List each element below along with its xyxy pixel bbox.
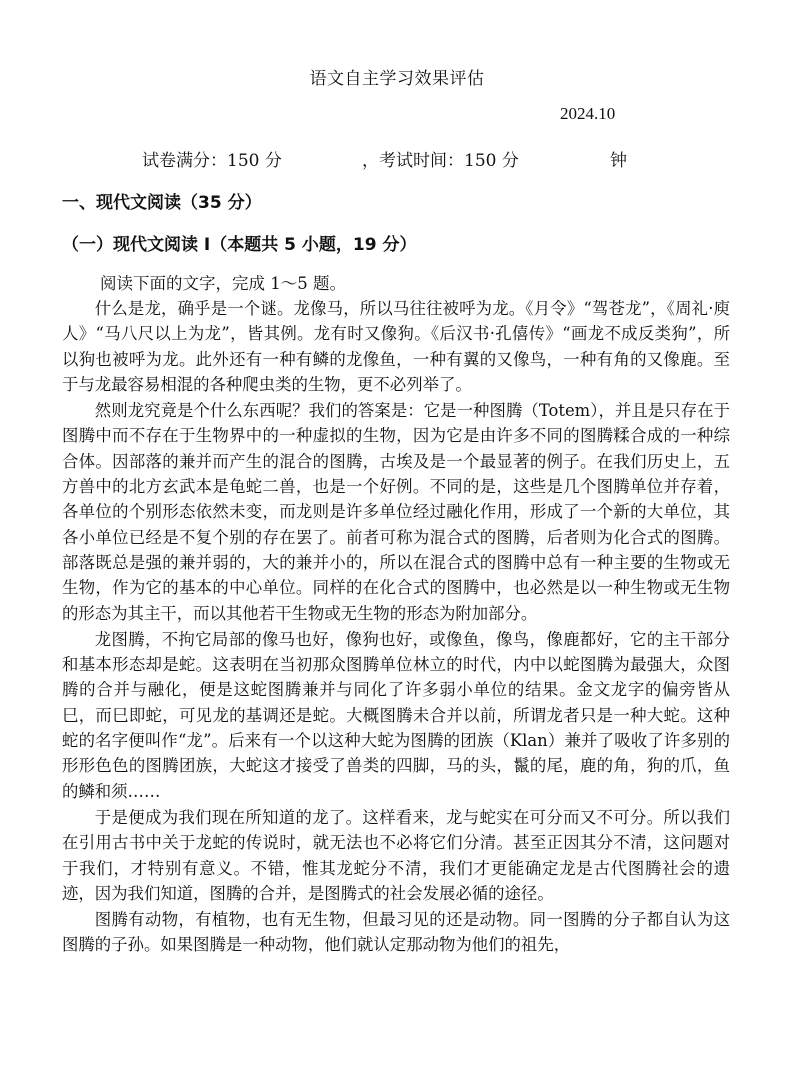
passage-paragraph-4: 于是便成为我们现在所知道的龙了。这样看来，龙与蛇实在可分而又不可分。所以我们在引用古书中关于龙蛇的传说时，就无法也不必将它们分清。甚至正因其分不清，这问题对于我们，才特别有意义。不错，惟其龙蛇分不清，我们才更能确定龙是古代图腾社会的遗迹，因为我们知道，图腾的合并，是图腾式的社会发展必循的途径。 (62, 807, 730, 903)
reading-passage (62, 296, 730, 959)
reading-instruction: 阅读下面的文字，完成 1～5 题。 (100, 274, 346, 293)
exam-info (142, 146, 627, 171)
exam-date: 2024.10 (560, 104, 616, 123)
passage-paragraph-1: 什么是龙，确乎是一个谜。龙像马，所以马往往被呼为龙。《月令》“驾苍龙”，《周礼·庾人》“马八尺以上为龙”，皆其例。龙有时又像狗。《后汉书·孔僖传》“画龙不成反类狗”，所以狗也被呼为龙。此外还有一种有鳞的龙像鱼，一种有翼的又像鸟，一种有角的又像鹿。至于与龙最容易相混的各种爬虫类的生物，更不必列举了。 (62, 299, 730, 394)
full-score-label: 试卷满分：150 分 (142, 151, 282, 171)
section-heading-1: 一、现代文阅读（35 分） (62, 193, 262, 213)
passage-paragraph-5: 图腾有动物，有植物，也有无生物，但最习见的还是动物。同一图腾的分子都自认为这图腾的子孙。如果图腾是一种动物，他们就认定那动物为他们的祖先， (62, 910, 730, 955)
exam-time-suffix: 钟 (610, 151, 627, 171)
passage-paragraph-2: 然则龙究竟是个什么东西呢？我们的答案是：它是一种图腾（Totem），并且是只存在于图腾中而不存在于生物界中的一种虚拟的生物，因为它是由许多不同的图腾糅合成的一种综合体。因部落的兼并而产生的混合的图腾，古埃及是一个最显著的例子。在我们历史上，五方兽中的北方玄武本是龟蛇二兽，也是一个好例。不同的是，这些是几个图腾单位并存着，各单位的个别形态依然未变，而龙则是许多单位经过融化作用，形成了一个新的大单位，其各小单位已经是不复个别的存在罢了。前者可称为混合式的图腾，后者则为化合式的图腾。部落既总是强的兼并弱的，大的兼并小的，所以在混合式的图腾中总有一种主要的生物或无生物，作为它的基本的中心单位。同样的在化合式的图腾中，也必然是以一种生物或无生物的形态为其主干，而以其他若干生物或无生物的形态为附加部分。 (62, 401, 730, 623)
exam-time-label: ，考试时间：150 分 (362, 151, 519, 171)
section-heading-2: （一）现代文阅读 I（本题共 5 小题，19 分） (62, 235, 417, 255)
passage-paragraph-3: 龙图腾，不拘它局部的像马也好，像狗也好，或像鱼，像鸟，像鹿都好，它的主干部分和基本形态却是蛇。这表明在当初那众图腾单位林立的时代，内中以蛇图腾为最强大，众图腾的合并与融化，便是这蛇图腾兼并与同化了许多弱小单位的结果。金文龙字的偏旁皆从巳，而巳即蛇，可见龙的基调还是蛇。大概图腾未合并以前，所谓龙者只是一种大蛇。这种蛇的名字便叫作“龙”。后来有一个以这种大蛇为图腾的团族（Klan）兼并了吸收了许多别的形形色色的图腾团族，大蛇这才接受了兽类的四脚，马的头，鬣的尾，鹿的角，狗的爪，鱼的鳞和须…… (62, 629, 730, 801)
page-title: 语文自主学习效果评估 (309, 69, 485, 89)
